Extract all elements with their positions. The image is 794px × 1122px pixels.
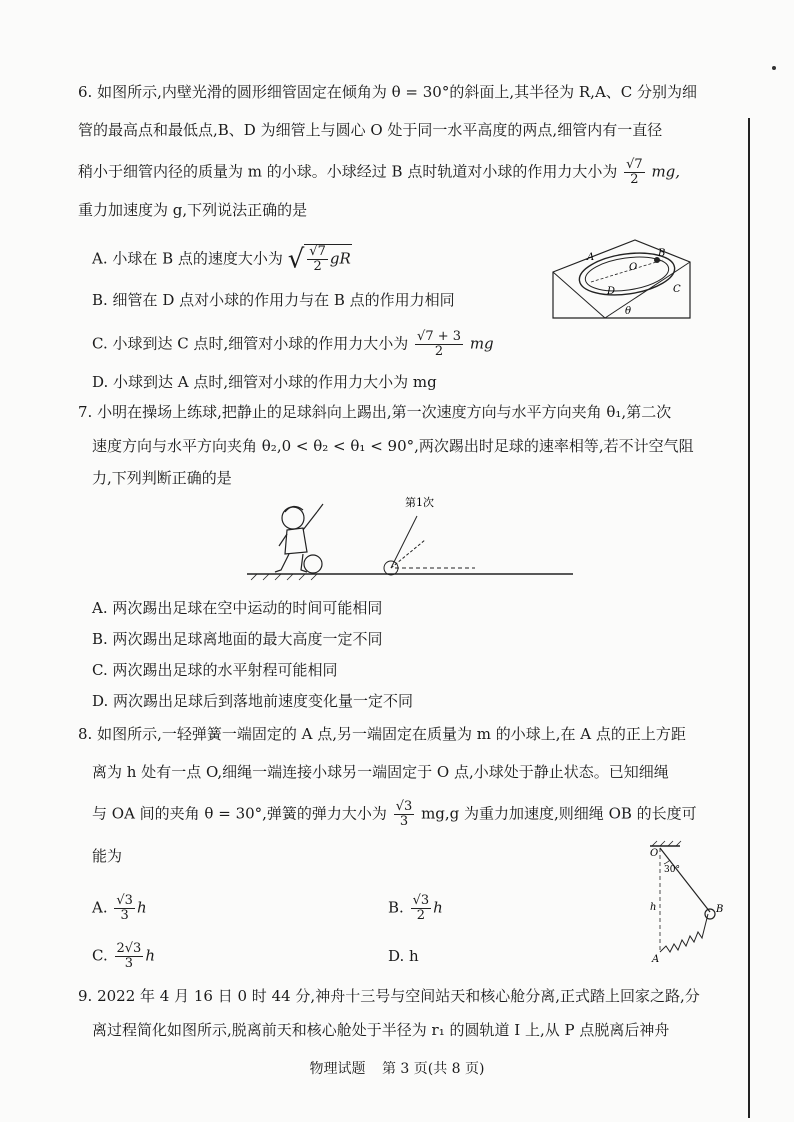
- q6-line-1: 6. 如图所示,内壁光滑的圆形细管固定在倾角为 θ = 30°的斜面上,其半径为 R,A、C 分别为细: [78, 83, 698, 101]
- q8-option-c-fraction: [115, 942, 144, 971]
- q8-option-c-label: C.: [92, 946, 108, 965]
- radical-sign: √: [287, 244, 305, 275]
- ground-hatching: [251, 574, 317, 580]
- q8-line-3-post: mg,g 为重力加速度,则细绳 OB 的长度可: [421, 804, 697, 823]
- q7-option-b: B. 两次踢出足球离地面的最大高度一定不同: [92, 630, 383, 648]
- kid-figure: [275, 504, 323, 572]
- page-footer: [0, 1058, 794, 1078]
- ball-b: [705, 909, 715, 919]
- q6-line-3-post: mg,: [651, 162, 681, 181]
- label-angle: 30°: [664, 865, 680, 875]
- label-a: A: [652, 954, 660, 965]
- q6-option-c: [92, 330, 494, 359]
- q6-option-d: D. 小球到达 A 点时,细管对小球的作用力大小为 mg: [92, 373, 437, 391]
- margin-dot: [772, 66, 776, 70]
- q8-option-c: [92, 942, 155, 971]
- first-kick-label: 第1次: [405, 496, 434, 509]
- q6-option-a-frac-den: 2: [313, 259, 322, 274]
- label-h: h: [650, 902, 657, 913]
- q6-option-c-text: C. 小球到达 C 点时,细管对小球的作用力大小为: [92, 334, 409, 353]
- q8-option-b-label: B.: [388, 898, 404, 917]
- q6-option-a-radicand: [304, 244, 351, 274]
- label-b: B: [716, 904, 724, 915]
- q6-line-3-frac-den: 2: [630, 172, 639, 187]
- ball-at-foot: [304, 555, 322, 573]
- label-o: O: [650, 848, 659, 859]
- q6-option-c-post: mg: [469, 334, 494, 353]
- q8-option-b: [388, 894, 443, 923]
- q8-option-d: D. h: [388, 947, 419, 965]
- q8-option-c-num: 2√3: [116, 941, 142, 956]
- q8-line-3: [92, 800, 697, 829]
- q6-option-a-post: gR: [329, 249, 351, 268]
- q7-line-3: 力,下列判断正确的是: [92, 469, 232, 487]
- label-d: D: [607, 286, 616, 297]
- label-theta: θ: [625, 306, 632, 317]
- q6-option-a-text: A. 小球在 B 点的速度大小为: [92, 249, 283, 268]
- trajectory-2: [391, 540, 425, 568]
- q6-line-2: 管的最高点和最低点,B、D 为细管上与圆心 O 处于同一水平高度的两点,细管内有一直径: [78, 121, 663, 139]
- trajectory-1: [391, 516, 417, 568]
- q6-option-a: [92, 244, 352, 274]
- q9-line-1: 9. 2022 年 4 月 16 日 0 时 44 分,神舟十三号与空间站天和核心舱分离,正式踏上回家之路,分: [78, 987, 700, 1005]
- footer-page-number: 第 3 页(共 8 页): [381, 1061, 485, 1077]
- label-b: B: [658, 248, 666, 259]
- q8-option-a-num: √3: [116, 893, 133, 908]
- q8-option-a-fraction: [114, 894, 135, 923]
- q8-line-2: 离为 h 处有一点 O,细绳一端连接小球另一端固定于 O 点,小球处于静止状态。已知细绳: [92, 763, 669, 781]
- q7-line-1: 7. 小明在操场上练球,把静止的足球斜向上踢出,第一次速度方向与水平方向夹角 θ₁,第二次: [78, 403, 672, 421]
- footer-subject: 物理试题: [309, 1061, 366, 1077]
- q6-line-3-text: 稍小于细管内径的质量为 m 的小球。小球经过 B 点时轨道对小球的作用力大小为: [78, 162, 618, 181]
- q6-option-c-fraction: [415, 330, 463, 359]
- angle-arc: [664, 860, 670, 864]
- q8-option-a: [92, 894, 147, 923]
- q8-option-b-den: 2: [416, 908, 425, 923]
- q8-line-3-text: 与 OA 间的夹角 θ = 30°,弹簧的弹力大小为: [92, 804, 387, 823]
- q8-option-c-var: h: [145, 946, 155, 965]
- q8-option-b-fraction: [411, 894, 432, 923]
- label-c: C: [673, 284, 681, 295]
- q6-line-4: 重力加速度为 g,下列说法正确的是: [78, 201, 308, 219]
- q6-option-c-frac-den: 2: [434, 344, 444, 359]
- q6-line-3-frac-num: √7: [626, 157, 643, 172]
- rope-ob: [660, 848, 710, 912]
- q7-line-2: 速度方向与水平方向夹角 θ₂,0 < θ₂ < θ₁ < 90°,两次踢出时足球的速率相等,若不计空气阻: [92, 437, 694, 455]
- q8-option-b-var: h: [433, 898, 443, 917]
- q8-option-b-num: √3: [412, 893, 430, 908]
- ceiling-hatching: [652, 841, 681, 846]
- q8-line-3-fraction: [394, 800, 415, 829]
- spring: [660, 914, 708, 952]
- q8-line-4: 能为: [92, 847, 123, 865]
- diameter-bd: [591, 260, 663, 282]
- q8-line-3-frac-num: √3: [395, 799, 413, 814]
- q7-option-a: A. 两次踢出足球在空中运动的时间可能相同: [92, 599, 383, 617]
- q8-option-c-den: 3: [124, 956, 134, 971]
- q8-option-a-var: h: [136, 898, 147, 917]
- q7-kick-figure: [245, 494, 575, 586]
- q8-option-a-den: 3: [120, 908, 129, 923]
- q8-option-a-label: A.: [92, 898, 108, 917]
- q9-line-2: 离过程简化如图所示,脱离前天和核心舱处于半径为 r₁ 的圆轨道 I 上,从 P 点脱离后神舟: [92, 1021, 670, 1039]
- label-o: O: [629, 262, 638, 273]
- label-a: A: [587, 252, 595, 263]
- q7-option-d: D. 两次踢出足球后到落地前速度变化量一定不同: [92, 692, 414, 710]
- q8-line-3-frac-den: 3: [399, 814, 409, 829]
- q6-incline-tube-figure: [545, 232, 695, 324]
- q7-option-c: C. 两次踢出足球的水平射程可能相同: [92, 661, 338, 679]
- q6-option-a-frac-num: √7: [309, 244, 326, 259]
- q8-line-1: 8. 如图所示,一轻弹簧一端固定的 A 点,另一端固定在质量为 m 的小球上,在 A 点的正上方距: [78, 725, 686, 743]
- q6-option-b: B. 细管在 D 点对小球的作用力与在 B 点的作用力相同: [92, 291, 455, 309]
- q8-spring-rope-figure: [630, 840, 730, 965]
- q6-line-3: [78, 158, 680, 187]
- q6-option-c-frac-num: √7 + 3: [417, 329, 462, 344]
- binding-margin-line: [748, 118, 750, 1118]
- q6-option-a-fraction: [307, 245, 328, 274]
- q6-line-3-fraction: [624, 158, 645, 187]
